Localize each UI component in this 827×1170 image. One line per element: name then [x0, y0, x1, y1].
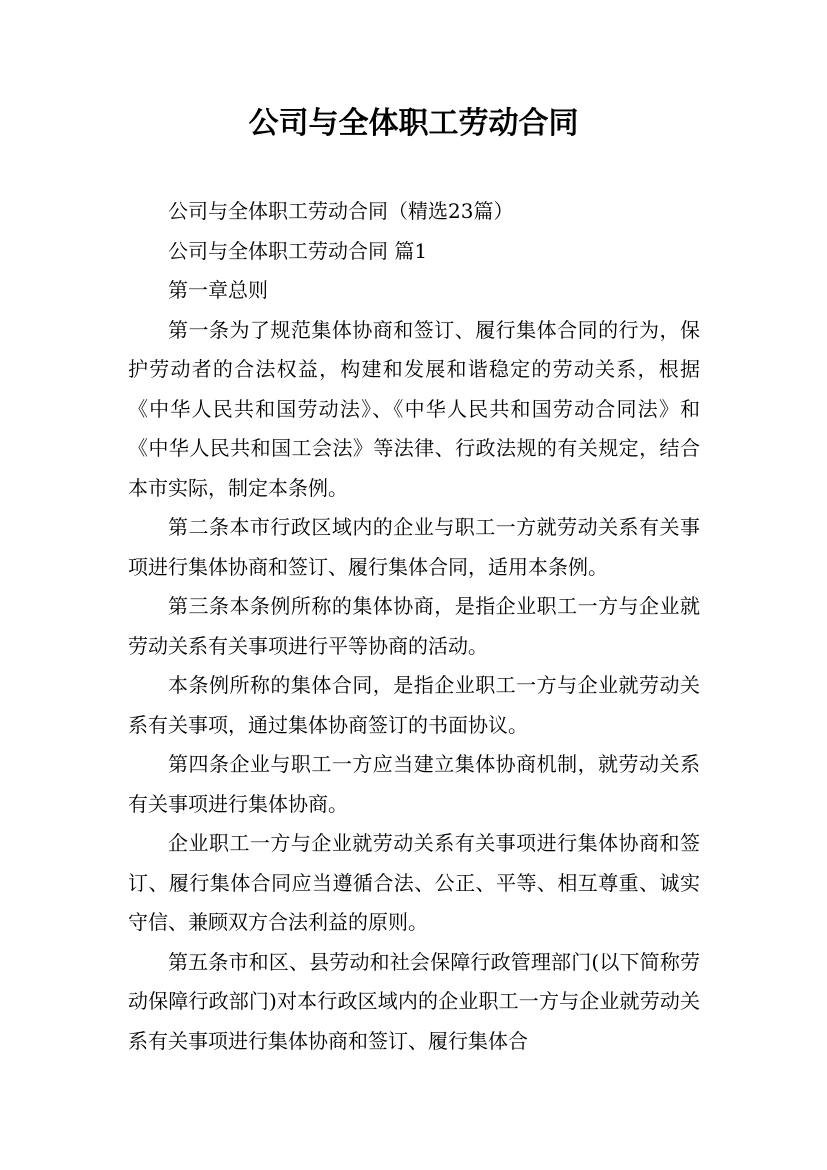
- paragraph-article-1: 第一条为了规范集体协商和签订、履行集体合同的行为，保护劳动者的合法权益，构建和发展和谐稳定的劳动关系，根据《中华人民共和国劳动法》、《中华人民共和国劳动合同法》和《中华人民共和国工会法》等法律、行政法规的有关规定，结合本市实际，制定本条例。: [128, 317, 700, 500]
- paragraph-article-2: 第二条本市行政区域内的企业与职工一方就劳动关系有关事项进行集体协商和签订、履行集体合同，适用本条例。: [128, 515, 700, 579]
- document-body: [128, 192, 700, 1061]
- paragraph-article-3-cont: 本条例所称的集体合同，是指企业职工一方与企业就劳动关系有关事项，通过集体协商签订的书面协议。: [128, 673, 700, 737]
- paragraph-article-4: 第四条企业与职工一方应当建立集体协商机制，就劳动关系有关事项进行集体协商。: [128, 752, 700, 816]
- paragraph-subtitle: 公司与全体职工劳动合同（精选23篇）: [168, 199, 514, 223]
- paragraph-chapter-heading: 第一章总则: [168, 278, 268, 302]
- paragraph-section-heading: 公司与全体职工劳动合同 篇1: [168, 238, 428, 263]
- paragraph-article-5: 第五条市和区、县劳动和社会保障行政管理部门(以下简称劳动保障行政部门)对本行政区域内的企业职工一方与企业就劳动关系有关事项进行集体协商和签订、履行集体合: [128, 949, 700, 1053]
- document-title: 公司与全体职工劳动合同: [248, 106, 579, 141]
- paragraph-article-4-cont: 企业职工一方与企业就劳动关系有关事项进行集体协商和签订、履行集体合同应当遵循合法、公正、平等、相互尊重、诚实守信、兼顾双方合法利益的原则。: [128, 831, 700, 934]
- paragraph-article-3: 第三条本条例所称的集体协商，是指企业职工一方与企业就劳动关系有关事项进行平等协商的活动。: [128, 594, 700, 658]
